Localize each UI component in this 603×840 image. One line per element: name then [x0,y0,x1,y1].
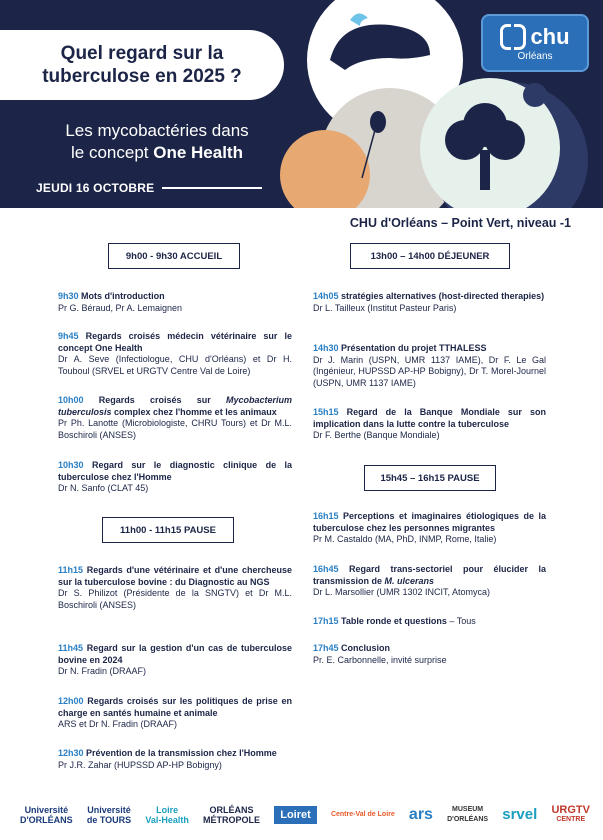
item-speakers: Dr N. Sanfo (CLAT 45) [58,483,149,494]
item-time: 12h30 [58,748,84,758]
chu-mark-icon [500,24,526,50]
item-title: Regards croisés sur [83,395,226,405]
partner-logos [20,795,590,835]
program-item [313,616,546,628]
logo-line: srvel [502,806,538,823]
balloon-icon [370,111,386,133]
item-title: Prévention de la transmission chez l'Homme [83,748,277,758]
tree-icon [485,120,525,160]
logo-line: Loiret [280,809,311,821]
item-time: 14h30 [313,343,339,353]
subtitle-line-2 [12,142,302,164]
item-time: 17h45 [313,643,339,653]
logo-line: Université [87,805,131,815]
logo-universite-orleans [20,805,73,825]
item-speakers: Dr J. Marin (USPN, UMR 1137 IAME), Dr F. Le Gal (Ingénieur, HUPSSD AP-HP Bobigny), Dr T. Morel-Journel (USPN, UMR 1137 IAME) [313,354,546,388]
accueil-box: 9h00 - 9h30 ACCUEIL [108,243,240,269]
date-row [36,181,262,195]
item-speakers: Dr L. Marsollier (UMR 1302 INCIT, Atomyca) [313,587,491,598]
logo-line: ORLÉANS [209,805,254,815]
item-speakers: Dr S. Philizot (Présidente de la SNGTV) et Dr M.L. Boschiroli (ANSES) [58,588,292,610]
item-title: Conclusion [338,643,391,653]
item-time: 10h30 [58,460,84,470]
item-time: 11h15 [58,565,84,575]
item-time: 9h45 [58,331,79,341]
logo-line: ars [408,806,433,823]
program-item [313,343,546,389]
subtitle-bold: One Health [153,143,243,162]
item-title: Regards croisés médecin vétérinaire sur le concept One Health [58,331,292,353]
title-pill [0,30,284,100]
item-time: 16h45 [313,564,339,574]
subtitle [12,120,302,164]
item-title-suffix: – Tous [446,616,476,626]
logo-line: MÉTROPOLE [203,815,261,825]
program-item [313,407,546,442]
logo-line: D'ORLÉANS [447,816,489,823]
item-title: Regard sur le diagnostic clinique de la tuberculose chez l'Homme [58,460,292,482]
title-line-1: Quel regard sur la [60,43,224,64]
item-title-end: complex chez l'homme et les animaux [111,406,277,417]
logo-centre-val-de-loire [331,810,395,820]
dejeuner-box: 13h00 – 14h00 DÉJEUNER [350,243,510,269]
item-time: 15h15 [313,407,339,417]
subtitle-prefix: le concept [71,143,154,162]
item-speakers: Dr A. Seve (Infectiologue, CHU d'Orléans) et Dr H. Touboul (SRVEL et URGTV Centre Val de Loire) [58,354,292,376]
header-banner [0,0,603,208]
logo-line: D'ORLÉANS [20,815,73,825]
logo-universite-tours [87,805,131,825]
logo-line: Université [24,805,69,815]
logo-orleans-metropole [203,805,260,825]
program-item [313,511,546,546]
item-time: 9h30 [58,291,79,301]
item-time: 12h00 [58,696,84,706]
event-location: CHU d'Orléans – Point Vert, niveau -1 [349,216,571,230]
item-title: Regard sur la gestion d'un cas de tuberculose bovine en 2024 [58,643,292,665]
item-speakers: Pr G. Béraud, Pr A. Lemaignen [58,302,183,313]
subtitle-line-1: Les mycobactéries dans [65,121,249,140]
item-title-italic: M. ulcerans [384,575,435,586]
item-title-italic: Mycobacterium tuberculosis [58,395,292,417]
child-body-icon [338,172,362,202]
logo-line: CENTRE [556,816,586,823]
item-title: Mots d'introduction [78,291,165,301]
chu-orleans-logo [481,14,589,72]
program-item [313,564,546,599]
item-title: Regard trans-sectoriel pour élucider la transmission de [313,564,546,586]
item-speakers: Dr F. Berthe (Banque Mondiale) [313,430,440,441]
item-time: 10h00 [58,395,84,405]
program-item [58,395,292,441]
program-item [313,643,546,666]
item-speakers: Pr Ph. Lanotte (Microbiologiste, CHRU Tours) et Dr M.L. Boschiroli (ANSES) [58,418,292,440]
pause-box-1: 11h00 - 11h15 PAUSE [102,517,234,543]
item-time: 17h15 [313,616,339,626]
title-line-2: tuberculose en 2025 ? [42,66,242,87]
item-time: 14h05 [313,291,339,301]
pause-box-2: 15h45 – 16h15 PAUSE [364,465,496,491]
logo-line: Val-Health [145,815,189,825]
child-head-icon [341,153,359,171]
chu-logo-city: Orléans [517,51,553,62]
logo-urgtv [551,805,590,825]
item-speakers: Dr L. Tailleux (Institut Pasteur Paris) [313,302,457,313]
item-title: Regard de la Banque Mondiale sur son implication dans la lutte contre la tuberculose [313,407,546,429]
event-date: JEUDI 16 OCTOBRE [36,181,155,195]
item-title: Présentation du projet TTHALESS [338,343,487,353]
chu-logo-text: chu [530,24,570,49]
item-time: 11h45 [58,643,84,653]
logo-loire-val-health [145,805,189,825]
logo-loiret [274,806,317,824]
program-item [58,748,292,771]
logo-line: Loire [156,805,179,815]
program-item [58,291,292,314]
program-item [58,643,292,678]
item-speakers: Pr J.R. Zahar (HUPSSD AP-HP Bobigny) [58,759,222,770]
item-title: stratégies alternatives (host-directed therapies) [338,291,545,301]
item-speakers: Pr M. Castaldo (MA, PhD, INMP, Rome, Italie) [313,534,497,545]
program-item [313,291,546,314]
date-line [162,187,262,189]
item-speakers: Pr. E. Carbonnelle, invité surprise [313,654,447,665]
program-item [58,460,292,495]
item-speakers: Dr N. Fradin (DRAAF) [58,666,147,677]
item-title: Regards d'une vétérinaire et d'une chercheuse sur la tuberculose bovine : du Diagnostic au NGS [58,565,292,587]
logo-museum-orleans [447,805,488,825]
logo-line: de TOURS [86,815,132,825]
logo-line: URGTV [551,804,590,816]
logo-line: Centre-Val de Loire [330,811,395,818]
item-title: Perceptions et imaginaires étiologiques de la tuberculose chez les personnes migrantes [313,511,546,533]
logo-line: MUSEUM [452,806,484,813]
program-item [58,565,292,611]
program-item [58,696,292,731]
program-item [58,331,292,377]
item-title: Table ronde et questions [338,616,447,626]
item-title: Regards croisés sur les politiques de prise en charge en santés humaine et animale [58,696,292,718]
item-time: 16h15 [313,511,339,521]
logo-ars [408,806,433,823]
logo-srvel [502,806,538,823]
item-speakers: ARS et Dr N. Fradin (DRAAF) [58,719,178,730]
